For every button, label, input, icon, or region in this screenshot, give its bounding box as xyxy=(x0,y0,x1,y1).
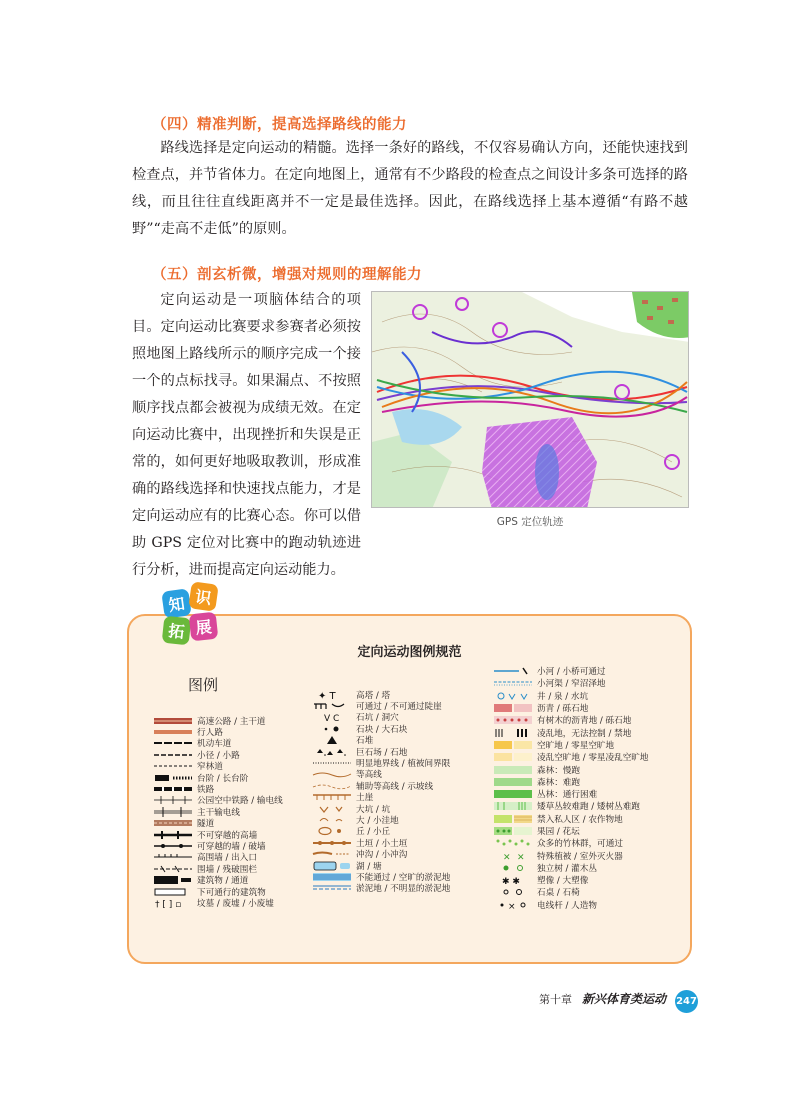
legend-label: 石堆 xyxy=(356,736,374,747)
ruinfence-icon xyxy=(153,864,193,874)
foresthard-icon xyxy=(493,777,533,787)
ditch-icon xyxy=(493,678,533,688)
marsh-icon xyxy=(312,872,352,882)
legend-item xyxy=(312,757,450,768)
legend-label: 凌乱空旷地 / 零星凌乱空旷地 xyxy=(537,753,649,764)
forbidden-icon xyxy=(493,728,533,738)
legend-label: 巨石场 / 石地 xyxy=(356,747,408,758)
mainpower-icon xyxy=(153,807,193,817)
legend-item xyxy=(153,738,283,749)
legend-label: 丛林：通行困难 xyxy=(537,790,598,801)
legend-label: 果园 / 花坛 xyxy=(537,827,580,837)
badge-zhan: 展 xyxy=(189,612,219,642)
legend-label: 独立树 / 灌木丛 xyxy=(537,863,597,874)
chapter-footer xyxy=(539,990,666,1007)
pole-icon xyxy=(493,900,533,910)
stream-icon xyxy=(493,666,533,676)
legend-item xyxy=(153,886,283,897)
legend-item xyxy=(493,714,648,726)
earthbank-icon xyxy=(312,792,352,802)
stonepile-icon xyxy=(312,735,352,745)
statue-icon xyxy=(493,875,533,885)
legend-label: 高围墙 / 出入口 xyxy=(197,853,257,864)
legend-item xyxy=(153,795,283,806)
legend-item xyxy=(312,780,450,791)
svg-text:✱ ✱: ✱ ✱ xyxy=(502,877,520,886)
legend-item xyxy=(153,818,283,829)
gps-caption: GPS 定位轨迹 xyxy=(496,516,564,528)
tree-icon xyxy=(493,863,533,873)
legend-heading: 图例 xyxy=(188,676,219,694)
legend-label: 高速公路 / 主干道 xyxy=(197,716,266,727)
tunnel-icon xyxy=(153,818,193,828)
legend-label: 大坑 / 坑 xyxy=(356,804,391,815)
legend-item xyxy=(312,826,450,837)
badge-zhi: 知 xyxy=(161,588,191,618)
legend-label: 窄林道 xyxy=(197,762,223,773)
legend-label: 湖 / 塘 xyxy=(356,861,382,872)
legend-label: 石块 / 大石块 xyxy=(356,724,408,735)
legend-label: 淤泥地 / 不明显的淤泥地 xyxy=(356,884,451,895)
legend-item xyxy=(312,883,450,894)
bamboo-icon xyxy=(493,838,533,848)
legend-label: 不可穿越的高墙 xyxy=(197,830,258,841)
legend-label: 公园空中铁路 / 输电线 xyxy=(197,796,283,807)
legend-item xyxy=(153,829,283,840)
lake-icon xyxy=(312,861,352,871)
hollow-icon xyxy=(312,815,352,825)
legend-item xyxy=(153,749,283,760)
legend-label: 石坑 / 洞穴 xyxy=(356,713,399,724)
tower-icon xyxy=(312,690,352,700)
section-4-paragraph xyxy=(132,135,688,243)
legend-label: 矮草丛较难跑 / 矮树丛难跑 xyxy=(537,802,640,813)
legend-item xyxy=(493,800,648,812)
gully-icon xyxy=(312,849,352,859)
special-icon xyxy=(493,851,533,861)
legend-label: 特殊植被 / 室外灭火器 xyxy=(537,851,623,862)
badge-shi: 识 xyxy=(188,581,218,611)
contour-icon xyxy=(312,769,352,779)
legend-column-1 xyxy=(153,715,283,909)
powerline-icon xyxy=(153,795,193,805)
svg-text:V Ⅽ: V Ⅽ xyxy=(324,714,340,723)
section-4-text: 路线选择是定向运动的精髓。选择一条好的路线，不仅容易确认方向，还能快速找到检查点，并节省体力。在定向地图上，通常有不少路段的检查点之间设计多条可选择的路线，而且往往直线距离并不一定是最佳选择。因此，在路线选择上基本遵循“有路不越野”“走高不走低”的原则。 xyxy=(132,140,688,237)
legend-label: 铁路 xyxy=(197,785,215,796)
legend-label: 森林：难跑 xyxy=(537,777,580,788)
boulder-icon xyxy=(312,724,352,734)
legend-label: 不能通过 / 空旷的淤泥地 xyxy=(356,872,451,883)
legend-label: 可穿越的墙 / 破墙 xyxy=(197,842,266,852)
legend-item xyxy=(493,813,648,825)
legend-item xyxy=(312,860,450,871)
gps-track-image xyxy=(371,291,689,508)
svg-text:✦ T: ✦ T xyxy=(318,690,336,700)
asphalttree-icon xyxy=(493,715,533,725)
undergrowth-icon xyxy=(493,801,533,811)
boulderfield-icon xyxy=(312,747,352,757)
legend-item xyxy=(493,837,648,849)
legend-label: 主干输电线 xyxy=(197,807,240,818)
wall-icon xyxy=(153,841,193,851)
legend-item xyxy=(493,763,648,775)
legend-label: 隧道 xyxy=(197,819,215,830)
roughopen-icon xyxy=(493,752,533,762)
path-icon xyxy=(153,750,193,760)
table-icon xyxy=(493,887,533,897)
legend-column-3 xyxy=(493,665,648,911)
legend-label: 机动车道 xyxy=(197,739,232,750)
legend-item xyxy=(493,726,648,738)
legend-label: 等高线 xyxy=(356,770,382,781)
open-icon xyxy=(493,740,533,750)
legend-item xyxy=(312,837,450,848)
legend-label: 沥青 / 砾石地 xyxy=(537,704,589,715)
legend-item xyxy=(312,746,450,757)
legend-label: 塑像 / 大塑像 xyxy=(537,876,589,887)
formline-icon xyxy=(312,781,352,791)
legend-item xyxy=(312,689,450,700)
legend-item xyxy=(493,739,648,751)
cliff-icon xyxy=(312,701,352,711)
railway-icon xyxy=(153,784,193,794)
private-icon xyxy=(493,814,533,824)
knoll-icon xyxy=(312,826,352,836)
legend-label: 凌乱地，无法控制 / 禁地 xyxy=(537,728,632,739)
legend-item xyxy=(493,874,648,886)
legend-item xyxy=(153,840,283,851)
legend-item xyxy=(312,723,450,734)
legend-item xyxy=(312,814,450,825)
canopy-icon xyxy=(153,887,193,897)
legend-label: 大 / 小洼地 xyxy=(356,816,399,826)
steps-icon xyxy=(153,773,193,783)
legend-label: 空旷地 / 零星空旷地 xyxy=(537,740,615,751)
pit-icon xyxy=(312,712,352,722)
legend-label: 辅助等高线 / 示坡线 xyxy=(356,781,434,792)
highwall-icon xyxy=(153,830,193,840)
legend-title: 定向运动图例规范 xyxy=(357,645,462,660)
forestslow-icon xyxy=(493,765,533,775)
page-number: 247 xyxy=(675,990,698,1013)
legend-item xyxy=(312,871,450,882)
legend-item xyxy=(153,874,283,885)
boundary-icon xyxy=(312,758,352,768)
chapter-number: 第十章 xyxy=(539,993,572,1006)
legend-item xyxy=(493,665,648,677)
legend-item xyxy=(153,806,283,817)
section-4-heading: （四）精准判断，提高选择路线的能力 xyxy=(152,117,407,133)
legend-column-2 xyxy=(312,689,450,894)
legend-label: 建筑物 / 通道 xyxy=(197,876,249,887)
asphalt-icon xyxy=(493,703,533,713)
legend-label: 坟墓 / 废墟 / 小废墟 xyxy=(197,898,274,909)
legend-item xyxy=(312,792,450,803)
legend-label: 井 / 泉 / 水坑 xyxy=(537,691,589,702)
legend-item xyxy=(493,776,648,788)
legend-label: 小河渠 / 窄沼泽地 xyxy=(537,679,606,690)
legend-item xyxy=(153,726,283,737)
legend-item xyxy=(493,677,648,689)
fence-icon xyxy=(153,852,193,862)
ruins-icon xyxy=(153,898,193,908)
legend-label: 丘 / 小丘 xyxy=(356,827,391,838)
legend-item xyxy=(153,852,283,863)
legend-label: 小河 / 小桥可通过 xyxy=(537,667,606,678)
orchard-icon xyxy=(493,826,533,836)
legend-label: 明显地界线 / 植被间界限 xyxy=(356,759,451,770)
legend-label: 石桌 / 石椅 xyxy=(537,888,580,899)
highway-icon xyxy=(153,716,193,726)
legend-item xyxy=(312,735,450,746)
legend-item xyxy=(493,825,648,837)
section-5-paragraph xyxy=(132,287,361,584)
legend-label: 台阶 / 长台阶 xyxy=(197,773,249,784)
section-5-heading: （五）剖玄析微，增强对规则的理解能力 xyxy=(152,267,422,283)
legend-label: 冲沟 / 小冲沟 xyxy=(356,850,408,861)
legend-label: 众多的竹林群，可通过 xyxy=(537,839,623,850)
jungle-icon xyxy=(493,789,533,799)
legend-item xyxy=(153,715,283,726)
legend-label: 禁入私人区 / 农作物地 xyxy=(537,814,623,825)
legend-item xyxy=(493,788,648,800)
legend-label: 有树木的沥青地 / 砾石地 xyxy=(537,716,632,727)
narrow-icon xyxy=(153,761,193,771)
walkway-icon xyxy=(153,727,193,737)
legend-item xyxy=(493,751,648,763)
legend-item xyxy=(312,700,450,711)
legend-label: 行人路 xyxy=(197,728,223,739)
earthwall-icon xyxy=(312,838,352,848)
legend-label: 高塔 / 塔 xyxy=(356,690,391,701)
svg-text:✕: ✕ xyxy=(517,852,525,861)
legend-item xyxy=(493,899,648,911)
legend-item xyxy=(493,862,648,874)
vehicle-icon xyxy=(153,738,193,748)
legend-item xyxy=(312,803,450,814)
legend-item xyxy=(312,712,450,723)
chapter-title: 新兴体育类运动 xyxy=(582,992,667,1006)
svg-text:† [ ] ▫: † [ ] ▫ xyxy=(155,899,182,908)
legend-item xyxy=(153,783,283,794)
building-icon xyxy=(153,875,193,885)
legend-label: 土崖 xyxy=(356,793,374,804)
legend-item xyxy=(493,690,648,702)
badge-tuo: 拓 xyxy=(162,616,192,646)
legend-label: 可通过 / 不可通过陡崖 xyxy=(356,702,442,713)
section-5-text: 定向运动是一项脑体结合的项目。定向运动比赛要求参赛者必须按照地图上路线所示的顺序完成一个接一个的点标找寻。如果漏点、不按照顺序找点都会被视为成绩无效。在定向运动比赛中，出现挫折和失误是正常的，如何更好地吸取教训，形成准确的路线选择和快速找点能力，才是定向运动应有的比赛心态。你可以借助 GPS 定位对比赛中的跑动轨迹进行分析，进而提高定向运动能力。 xyxy=(132,292,361,578)
legend-item xyxy=(153,761,283,772)
legend-label: 森林：慢跑 xyxy=(537,765,580,776)
marsh2-icon xyxy=(312,883,352,893)
svg-text:×: × xyxy=(508,901,516,910)
legend-item xyxy=(312,769,450,780)
legend-label: 下可通行的建筑物 xyxy=(197,887,266,898)
legend-item xyxy=(312,848,450,859)
legend-label: 小径 / 小路 xyxy=(197,750,240,761)
depression-icon xyxy=(312,804,352,814)
legend-item xyxy=(493,886,648,898)
legend-label: 电线杆 / 人造物 xyxy=(537,900,597,911)
legend-label: 围墙 / 残破围栏 xyxy=(197,864,257,875)
svg-text:✕: ✕ xyxy=(503,852,511,861)
legend-item xyxy=(153,863,283,874)
legend-item xyxy=(153,897,283,908)
legend-item xyxy=(153,772,283,783)
legend-item xyxy=(493,702,648,714)
legend-label: 土垣 / 小土垣 xyxy=(356,838,408,849)
legend-item xyxy=(493,849,648,861)
well-icon xyxy=(493,691,533,701)
